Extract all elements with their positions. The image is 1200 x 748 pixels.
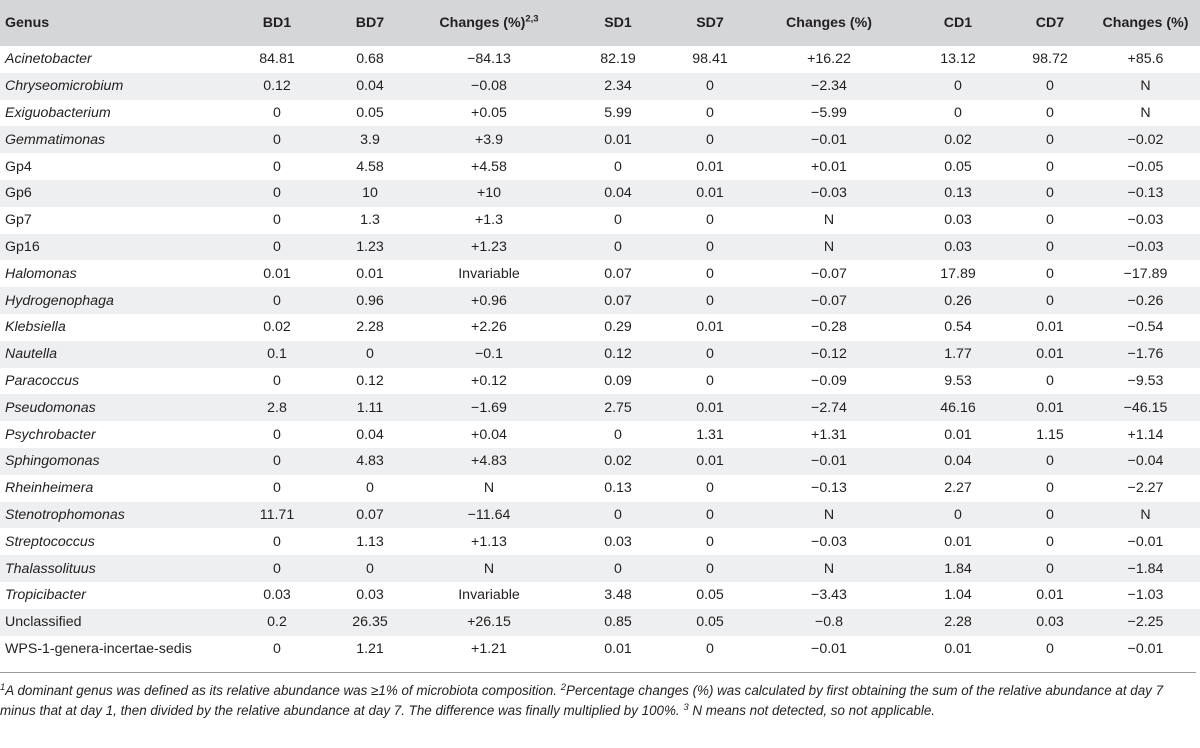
genus-cell: Klebsiella — [5, 319, 66, 336]
value-cell: 0.01 — [604, 131, 632, 148]
value-cell: −0.04 — [1127, 453, 1164, 470]
value-cell: 0 — [614, 426, 622, 443]
value-cell: 0.01 — [944, 533, 972, 550]
value-cell: 0.02 — [263, 319, 291, 336]
value-cell: 0.01 — [696, 185, 724, 202]
value-cell: 0 — [273, 238, 281, 255]
value-cell: 0 — [273, 426, 281, 443]
value-cell: −0.03 — [1127, 212, 1164, 229]
value-cell: 0.54 — [944, 319, 972, 336]
table-row — [0, 555, 1200, 582]
value-cell: −0.01 — [1127, 640, 1164, 657]
value-cell: 0.12 — [263, 78, 291, 95]
value-cell: 0 — [1046, 292, 1054, 309]
value-cell: −0.02 — [1127, 131, 1164, 148]
value-cell: −2.74 — [811, 399, 847, 416]
value-cell: 0 — [1046, 533, 1054, 550]
value-cell: −2.34 — [811, 78, 847, 95]
value-cell: N — [823, 212, 835, 229]
value-cell: 10 — [362, 185, 378, 202]
value-cell: −0.12 — [811, 346, 847, 363]
value-cell: 0 — [366, 560, 374, 577]
value-cell: 0.05 — [944, 158, 972, 175]
value-cell: 0.01 — [263, 265, 291, 282]
value-cell: Invariable — [458, 265, 520, 282]
header-bd1: BD1 — [262, 15, 292, 31]
value-cell: 1.04 — [944, 587, 972, 604]
value-cell: 4.83 — [356, 453, 384, 470]
header-row — [0, 0, 1200, 46]
value-cell: 46.16 — [940, 399, 976, 416]
table-row — [0, 46, 1200, 73]
value-cell: +0.96 — [471, 292, 507, 309]
value-cell: 0 — [614, 212, 622, 229]
value-cell: 4.58 — [356, 158, 384, 175]
value-cell: 0.13 — [604, 480, 632, 497]
value-cell: 0 — [273, 131, 281, 148]
value-cell: 0 — [706, 212, 714, 229]
value-cell: 98.41 — [692, 51, 728, 68]
value-cell: 0 — [1046, 265, 1054, 282]
value-cell: −0.03 — [1127, 238, 1164, 255]
value-cell: N — [483, 480, 495, 497]
value-cell: 0 — [273, 158, 281, 175]
value-cell: −0.03 — [811, 185, 847, 202]
value-cell: 0 — [614, 158, 622, 175]
value-cell: 3.48 — [604, 587, 632, 604]
header-bd7: BD7 — [355, 15, 385, 31]
genus-cell: Gp6 — [5, 185, 32, 202]
value-cell: 0 — [1046, 560, 1054, 577]
value-cell: 0 — [954, 506, 962, 523]
value-cell: 0 — [614, 238, 622, 255]
value-cell: 0.05 — [696, 587, 724, 604]
table-row — [0, 314, 1200, 341]
genus-cell: Acinetobacter — [5, 51, 92, 68]
value-cell: −0.01 — [811, 453, 847, 470]
value-cell: 1.21 — [356, 640, 384, 657]
value-cell: 0 — [706, 480, 714, 497]
value-cell: +0.12 — [471, 372, 507, 389]
value-cell: 0.2 — [267, 614, 287, 631]
table-row — [0, 287, 1200, 314]
value-cell: −9.53 — [1127, 372, 1164, 389]
value-cell: +3.9 — [474, 131, 503, 148]
value-cell: 0.02 — [944, 131, 972, 148]
value-cell: 1.23 — [356, 238, 384, 255]
value-cell: 0.09 — [604, 372, 632, 389]
value-cell: N — [823, 560, 835, 577]
value-cell: 0 — [1046, 640, 1054, 657]
table-row — [0, 448, 1200, 475]
value-cell: 0.03 — [604, 533, 632, 550]
value-cell: 0.04 — [356, 78, 384, 95]
genus-cell: Gp4 — [5, 158, 32, 175]
value-cell: 0.01 — [944, 426, 972, 443]
value-cell: 1.3 — [360, 212, 380, 229]
value-cell: 0.05 — [356, 104, 384, 121]
value-cell: +26.15 — [467, 614, 511, 631]
header-sd7: SD7 — [696, 15, 724, 31]
value-cell: N — [823, 238, 835, 255]
value-cell: 5.99 — [604, 104, 632, 121]
table-row — [0, 582, 1200, 609]
value-cell: 0 — [614, 560, 622, 577]
value-cell: +85.6 — [1127, 51, 1164, 68]
value-cell: +4.83 — [471, 453, 507, 470]
value-cell: 0 — [706, 533, 714, 550]
value-cell: −0.09 — [811, 372, 847, 389]
genus-cell: Sphingomonas — [5, 453, 100, 470]
value-cell: 0 — [1046, 185, 1054, 202]
value-cell: 0.07 — [604, 265, 632, 282]
value-cell: −3.43 — [811, 587, 847, 604]
value-cell: 0 — [273, 185, 281, 202]
value-cell: 0 — [273, 372, 281, 389]
value-cell: 2.28 — [944, 614, 972, 631]
value-cell: 0.1 — [267, 346, 287, 363]
table-row — [0, 475, 1200, 502]
footnote-marker-1: 1 — [0, 682, 6, 693]
value-cell: 17.89 — [940, 265, 976, 282]
value-cell: 0 — [1046, 372, 1054, 389]
value-cell: +10 — [476, 185, 502, 202]
value-cell: 0 — [706, 560, 714, 577]
value-cell: 0.03 — [263, 587, 291, 604]
header-cd7: CD7 — [1035, 15, 1065, 31]
header-changes-b-superscript: 2,3 — [525, 13, 539, 25]
value-cell: 0.26 — [944, 292, 972, 309]
value-cell: 9.53 — [944, 372, 972, 389]
table-row — [0, 100, 1200, 127]
value-cell: −0.13 — [811, 480, 847, 497]
value-cell: 0.01 — [356, 265, 384, 282]
value-cell: 0.04 — [944, 453, 972, 470]
value-cell: 0.01 — [1036, 399, 1064, 416]
value-cell: 0.01 — [1036, 319, 1064, 336]
header-cd1: CD1 — [943, 15, 973, 31]
table-row — [0, 502, 1200, 529]
value-cell: 2.27 — [944, 480, 972, 497]
value-cell: 0.96 — [356, 292, 384, 309]
value-cell: 0 — [1046, 212, 1054, 229]
value-cell: 0 — [1046, 480, 1054, 497]
header-changes-c: Changes (%) — [1102, 15, 1189, 31]
value-cell: 0 — [1046, 131, 1054, 148]
value-cell: 0 — [706, 238, 714, 255]
header-changes-b-label: Changes (%) — [439, 15, 526, 31]
value-cell: −84.13 — [467, 51, 511, 68]
genus-cell: Halomonas — [5, 265, 77, 282]
table-footnote — [0, 672, 1196, 723]
value-cell: +16.22 — [807, 51, 851, 68]
table-body — [0, 46, 1200, 662]
value-cell: 1.31 — [696, 426, 724, 443]
value-cell: 0 — [273, 480, 281, 497]
value-cell: 0 — [706, 265, 714, 282]
value-cell: 0.01 — [696, 399, 724, 416]
genus-cell: Nautella — [5, 346, 58, 363]
value-cell: 0 — [706, 104, 714, 121]
value-cell: 0 — [273, 104, 281, 121]
header-sd1: SD1 — [604, 15, 632, 31]
value-cell: 0.03 — [944, 212, 972, 229]
value-cell: −11.64 — [467, 506, 511, 523]
value-cell: −0.05 — [1127, 158, 1164, 175]
value-cell: 0.68 — [356, 51, 384, 68]
value-cell: 0.01 — [696, 319, 724, 336]
value-cell: −1.03 — [1127, 587, 1164, 604]
value-cell: 2.34 — [604, 78, 632, 95]
value-cell: +4.58 — [471, 158, 507, 175]
value-cell: +1.31 — [811, 426, 847, 443]
value-cell: 84.81 — [259, 51, 295, 68]
genus-cell: Rheinheimera — [5, 480, 94, 497]
value-cell: 0.05 — [696, 614, 724, 631]
genus-cell: Unclassified — [5, 614, 82, 631]
value-cell: 0 — [706, 640, 714, 657]
table-row — [0, 126, 1200, 153]
value-cell: −0.26 — [1127, 292, 1164, 309]
value-cell: 0 — [273, 453, 281, 470]
value-cell: −0.07 — [811, 265, 847, 282]
value-cell: 0 — [273, 640, 281, 657]
value-cell: 0.12 — [356, 372, 384, 389]
header-genus: Genus — [5, 15, 50, 31]
value-cell: 0 — [1046, 158, 1054, 175]
header-changes-b — [411, 0, 567, 46]
genus-cell: Psychrobacter — [5, 426, 96, 443]
value-cell: 11.71 — [259, 506, 295, 523]
value-cell: 0 — [273, 292, 281, 309]
table-row — [0, 234, 1200, 261]
value-cell: −1.84 — [1127, 560, 1164, 577]
table-row — [0, 73, 1200, 100]
value-cell: 0 — [1046, 453, 1054, 470]
value-cell: −0.54 — [1127, 319, 1164, 336]
genus-cell: Pseudomonas — [5, 399, 96, 416]
value-cell: 0.04 — [604, 185, 632, 202]
value-cell: N — [483, 560, 495, 577]
value-cell: 0 — [273, 212, 281, 229]
genus-cell: Gemmatimonas — [5, 131, 106, 148]
value-cell: 0.01 — [696, 158, 724, 175]
value-cell: 0.12 — [604, 346, 632, 363]
genus-cell: Chryseomicrobium — [5, 78, 124, 95]
value-cell: 1.13 — [356, 533, 384, 550]
value-cell: 0.85 — [604, 614, 632, 631]
value-cell: 0.03 — [1036, 614, 1064, 631]
value-cell: −0.1 — [474, 346, 503, 363]
value-cell: N — [823, 506, 835, 523]
value-cell: −0.01 — [811, 131, 847, 148]
value-cell: 2.28 — [356, 319, 384, 336]
table-row — [0, 341, 1200, 368]
value-cell: −2.27 — [1127, 480, 1164, 497]
value-cell: 0 — [1046, 104, 1054, 121]
table-row — [0, 260, 1200, 287]
value-cell: 0 — [273, 560, 281, 577]
value-cell: +1.3 — [474, 212, 503, 229]
value-cell: −0.8 — [814, 614, 843, 631]
value-cell: −0.01 — [1127, 533, 1164, 550]
genus-cell: Exiguobacterium — [5, 104, 111, 121]
value-cell: 0.04 — [356, 426, 384, 443]
footnote-marker-3: 3 — [683, 702, 689, 714]
footnote-text-2: Percentage changes (%) was calculated by first obtaining the sum of the relative abundance at day 7 minus that at day 1, then divided by the relative abundance at day 7. The difference was finally multiplied by 100%. — [0, 683, 1164, 719]
value-cell: 0.01 — [604, 640, 632, 657]
value-cell: −0.28 — [811, 319, 847, 336]
value-cell: 0.07 — [356, 506, 384, 523]
value-cell: +1.23 — [471, 238, 507, 255]
value-cell: 0 — [1046, 238, 1054, 255]
footnote-marker-2: 2 — [560, 682, 567, 693]
table-row — [0, 207, 1200, 234]
genus-cell: Thalassolituus — [5, 560, 96, 577]
value-cell: 0.02 — [604, 453, 632, 470]
value-cell: −1.69 — [471, 399, 507, 416]
value-cell: 0 — [614, 506, 622, 523]
value-cell: 0 — [706, 78, 714, 95]
genus-cell: Streptococcus — [5, 533, 95, 550]
value-cell: +1.21 — [471, 640, 507, 657]
value-cell: +0.04 — [471, 426, 507, 443]
table-row — [0, 180, 1200, 207]
value-cell: 0.13 — [944, 185, 972, 202]
genus-cell: Hydrogenophaga — [5, 292, 114, 309]
footnote-text-1: A dominant genus was defined as its relative abundance was ≥1% of microbiota composition. — [5, 683, 561, 698]
value-cell: +1.13 — [471, 533, 507, 550]
value-cell: 0.03 — [356, 587, 384, 604]
value-cell: 0 — [706, 131, 714, 148]
value-cell: 0.01 — [944, 640, 972, 657]
footnote-text-3: N means not detected, so not applicable. — [688, 703, 936, 719]
value-cell: 1.84 — [944, 560, 972, 577]
value-cell: +2.26 — [471, 319, 507, 336]
value-cell: 0 — [366, 480, 374, 497]
value-cell: 82.19 — [600, 51, 636, 68]
table-row — [0, 528, 1200, 555]
value-cell: 0.01 — [1036, 587, 1064, 604]
table-row — [0, 153, 1200, 180]
value-cell: −0.03 — [811, 533, 847, 550]
value-cell: −2.25 — [1127, 614, 1164, 631]
value-cell: +0.01 — [811, 158, 847, 175]
genus-cell: Gp7 — [5, 212, 32, 229]
table-row — [0, 368, 1200, 395]
value-cell: 0 — [366, 346, 374, 363]
value-cell: 0 — [273, 533, 281, 550]
value-cell: −17.89 — [1123, 265, 1168, 282]
genus-cell: Tropicibacter — [5, 587, 86, 604]
value-cell: +0.05 — [471, 104, 507, 121]
value-cell: −0.08 — [471, 78, 507, 95]
value-cell: Invariable — [458, 587, 520, 604]
value-cell: 0 — [706, 372, 714, 389]
genus-cell: Gp16 — [5, 238, 40, 255]
value-cell: 1.11 — [356, 399, 384, 416]
value-cell: 98.72 — [1032, 51, 1068, 68]
value-cell: −0.13 — [1127, 185, 1164, 202]
genus-cell: WPS-1-genera-incertae-sedis — [5, 640, 192, 657]
value-cell: −5.99 — [811, 104, 847, 121]
value-cell: 0.03 — [944, 238, 972, 255]
value-cell: −0.07 — [811, 292, 847, 309]
value-cell: 26.35 — [352, 614, 388, 631]
value-cell: 0 — [1046, 78, 1054, 95]
value-cell: 3.9 — [360, 131, 380, 148]
value-cell: 0 — [954, 104, 962, 121]
genus-cell: Paracoccus — [5, 372, 80, 389]
value-cell: 2.75 — [604, 399, 632, 416]
value-cell: 0 — [706, 346, 714, 363]
value-cell: 1.15 — [1036, 426, 1064, 443]
value-cell: 0.01 — [1036, 346, 1064, 363]
value-cell: 0.29 — [604, 319, 632, 336]
value-cell: −46.15 — [1123, 399, 1168, 416]
value-cell: 0.01 — [696, 453, 724, 470]
genus-cell: Stenotrophomonas — [5, 506, 125, 523]
value-cell: 0 — [706, 506, 714, 523]
table-row — [0, 609, 1200, 636]
table-row — [0, 421, 1200, 448]
value-cell: 2.8 — [267, 399, 287, 416]
value-cell: 0 — [706, 292, 714, 309]
value-cell: −1.76 — [1127, 346, 1164, 363]
value-cell: +1.14 — [1127, 426, 1164, 443]
value-cell: 0 — [954, 78, 962, 95]
value-cell: N — [1140, 78, 1151, 95]
header-changes-s: Changes (%) — [786, 15, 872, 31]
value-cell: −0.01 — [811, 640, 847, 657]
value-cell: 0 — [1046, 506, 1054, 523]
table-row — [0, 636, 1200, 663]
value-cell: N — [1140, 104, 1151, 121]
value-cell: 13.12 — [940, 51, 976, 68]
table-row — [0, 394, 1200, 421]
value-cell: 1.77 — [944, 346, 972, 363]
value-cell: 0.07 — [604, 292, 632, 309]
value-cell: N — [1140, 506, 1151, 523]
